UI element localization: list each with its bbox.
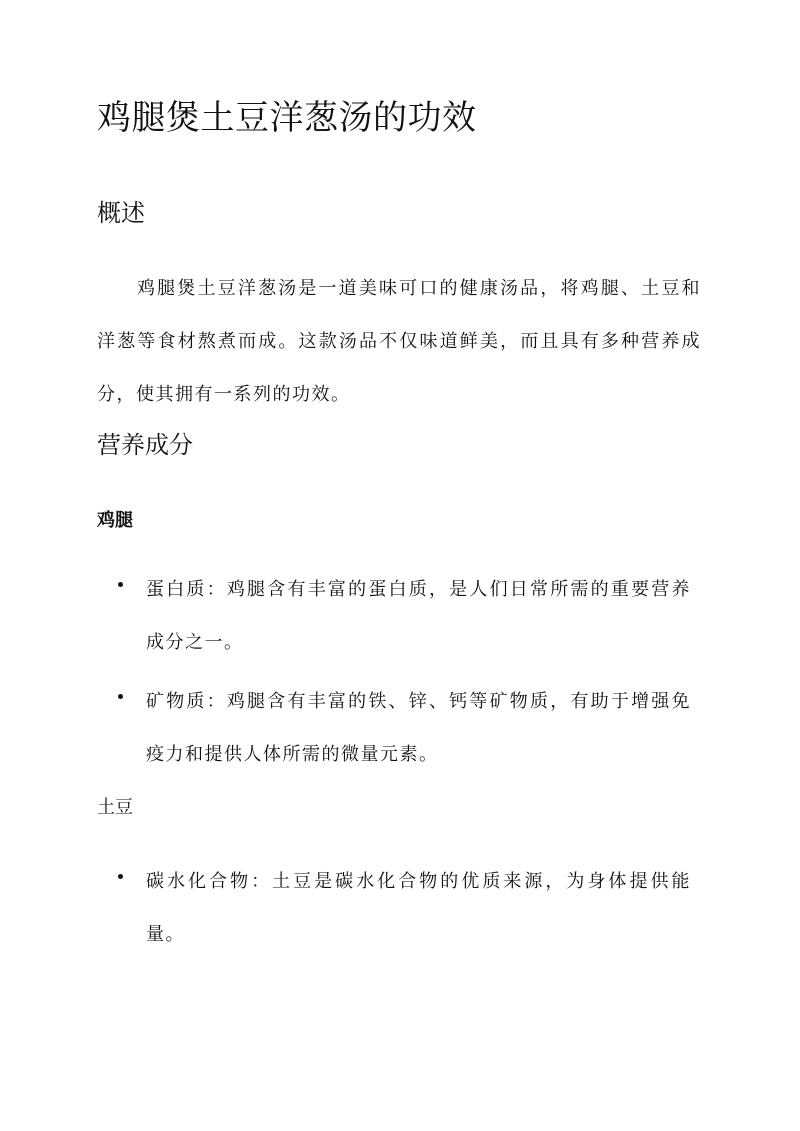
page-title: 鸡腿煲土豆洋葱汤的功效 [97, 98, 477, 138]
overview-paragraph: 鸡腿煲土豆洋葱汤是一道美味可口的健康汤品，将鸡腿、土豆和洋葱等食材熬煮而成。这款汤品不仅味道鲜美，而且具有多种营养成分，使其拥有一系列的功效。 [97, 278, 701, 405]
list-item-text: 矿物质：鸡腿含有丰富的铁、锌、钙等矿物质，有助于增强免疫力和提供人体所需的微量元素。 [146, 691, 691, 765]
overview-heading: 概述 [97, 199, 145, 227]
list-item-text: 蛋白质：鸡腿含有丰富的蛋白质，是人们日常所需的重要营养成分之一。 [146, 579, 691, 653]
list-item [0, 675, 800, 781]
potato-heading: 土豆 [97, 797, 133, 818]
bullet-icon [118, 694, 123, 699]
chicken-nutrient-list [0, 563, 800, 787]
bullet-icon [118, 874, 123, 879]
bullet-icon [118, 582, 123, 587]
list-item [0, 563, 800, 669]
list-item-text: 碳水化合物：土豆是碳水化合物的优质来源，为身体提供能量。 [146, 871, 691, 945]
potato-nutrient-list [0, 855, 800, 967]
nutrients-heading: 营养成分 [97, 431, 193, 459]
list-item [0, 855, 800, 961]
chicken-heading: 鸡腿 [97, 510, 133, 531]
